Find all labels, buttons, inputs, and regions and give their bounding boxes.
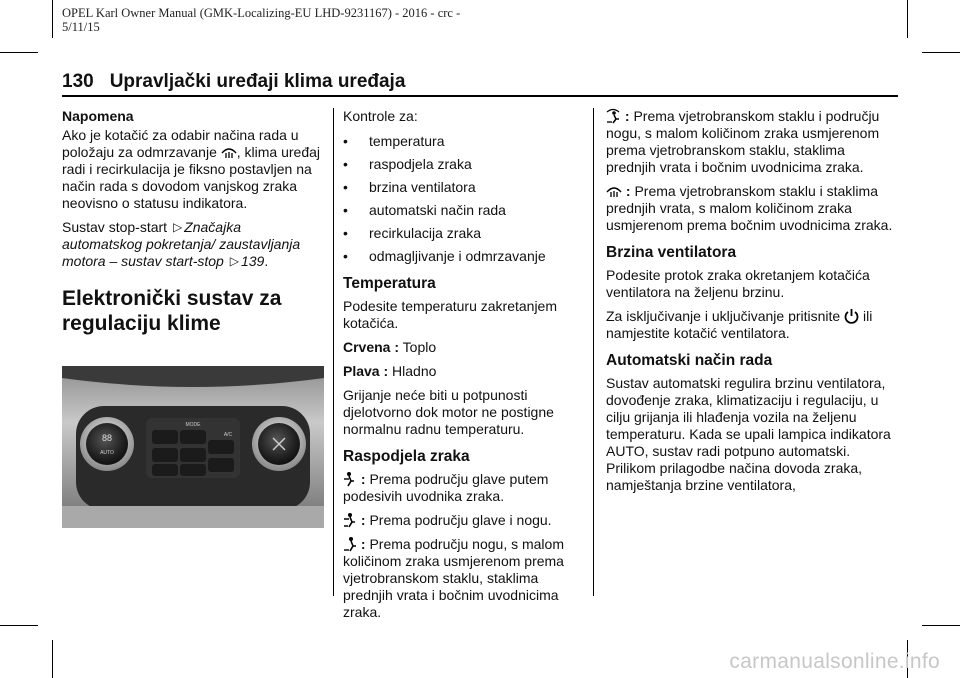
auto-label: AUTO xyxy=(100,450,114,456)
column-divider xyxy=(593,108,594,596)
list-item xyxy=(343,202,583,219)
crop-mark xyxy=(922,625,960,626)
distribution-floor: : Prema području nogu, s malom količinom zraka usmjerenom prema vjetrobranskom staklu, staklima prednjih vrata i bočnim uvodnicima zraka. xyxy=(343,536,564,620)
power-icon xyxy=(844,308,859,324)
doc-title-line: OPEL Karl Owner Manual (GMK-Localizing-EU LHD-9231167) - 2016 - crc - xyxy=(62,6,461,20)
stopstart-page[interactable]: 139 xyxy=(240,253,265,269)
crop-mark xyxy=(907,0,908,38)
controls-list xyxy=(343,133,583,265)
defrost-icon xyxy=(221,144,237,160)
mode-label: MODE xyxy=(185,422,201,428)
fan-power-text-b: ili namjestite kotačić ventilatora. xyxy=(606,308,873,341)
distribution-heading: Raspodjela zraka xyxy=(343,448,470,465)
bilevel-mode-icon xyxy=(343,512,357,528)
bullet: • xyxy=(343,179,348,195)
temperature-heading: Temperatura xyxy=(343,275,436,292)
list-item-text: recirkulacija zraka xyxy=(369,225,482,241)
distribution-vent: : Prema području glave putem podesivih uvodnika zraka. xyxy=(343,471,549,504)
list-item xyxy=(343,179,583,196)
blue-row xyxy=(343,363,583,380)
bullet: • xyxy=(343,156,348,172)
controls-intro: Kontrole za: xyxy=(343,108,418,124)
distribution-bilevel-text: Prema području glave i nogu. xyxy=(369,512,552,528)
bullet: • xyxy=(343,225,348,241)
header-rule xyxy=(62,95,898,97)
section-heading: Elektronički sustav za regulaciju klime xyxy=(62,287,282,335)
vent-mode-icon xyxy=(343,471,357,487)
bullet: • xyxy=(343,202,348,218)
reference-arrow-icon: ▷ xyxy=(229,254,239,268)
page-number: 130 xyxy=(62,71,94,92)
column-1 xyxy=(62,108,324,528)
list-item-text: automatski način rada xyxy=(369,202,506,218)
crop-mark xyxy=(0,625,38,626)
column-divider xyxy=(333,108,334,596)
bullet: • xyxy=(343,133,348,149)
temp-display: 88 xyxy=(101,433,113,443)
crop-mark xyxy=(0,52,38,53)
watermark: carmanualsonline.info xyxy=(729,650,940,673)
defrost-icon xyxy=(606,183,622,199)
blue-value: Hladno xyxy=(392,363,437,379)
document-header xyxy=(62,6,460,34)
distribution-vent-text: Prema području glave putem podesivih uvodnika zraka. xyxy=(343,471,549,504)
floor-defrost-mode-icon xyxy=(606,108,621,124)
bullet: • xyxy=(343,248,348,264)
red-label: Crvena : xyxy=(343,339,400,355)
heating-note: Grijanje neće biti u potpunosti djelotvorno dok motor ne postigne normalnu radnu temperaturu. xyxy=(343,387,554,437)
temperature-text: Podesite temperaturu zakretanjem kotačića. xyxy=(343,298,557,331)
note-text-a: Ako je kotačić za odabir načina rada u položaju za odmrzavanje xyxy=(62,127,299,160)
distribution-floor-defrost-text: Prema vjetrobranskom staklu i području nogu, s malom količinom zraka usmjerenom prema vjetrobranskom staklu, staklima prednjih vrata i bočnim uvodnicima zraka. xyxy=(606,108,880,175)
crop-mark xyxy=(922,52,960,53)
doc-date-line: 5/11/15 xyxy=(62,20,100,34)
fan-power-text xyxy=(606,308,898,342)
list-item-text: brzina ventilatora xyxy=(369,179,476,195)
page-header xyxy=(62,71,405,93)
distribution-bilevel: : Prema području glave i nogu. xyxy=(343,512,583,529)
distribution-defrost-text: Prema vjetrobranskom staklu i staklima prednjih vrata, s malom količinom zraka usmjerenom prema bočnim uvodnicima zraka. xyxy=(606,183,893,233)
floor-mode-icon xyxy=(343,536,357,552)
distribution-floor-defrost: : Prema vjetrobranskom staklu i području nogu, s malom količinom zraka usmjerenom prema vjetrobranskom staklu, staklima prednjih vrata i bočnim uvodnicima zraka. xyxy=(606,108,880,175)
note-title: Napomena xyxy=(62,108,134,124)
list-item xyxy=(343,133,583,150)
crop-mark xyxy=(52,640,53,678)
distribution-floor-text: Prema području nogu, s malom količinom zraka usmjerenom prema vjetrobranskom staklu, staklima prednjih vrata i bočnim uvodnicima zraka. xyxy=(343,536,564,620)
fan-heading: Brzina ventilatora xyxy=(606,244,737,261)
stopstart-text: Sustav stop-start xyxy=(62,219,168,235)
list-item xyxy=(343,248,583,265)
reference-arrow-icon: ▷ xyxy=(172,220,183,234)
red-value: Toplo xyxy=(402,339,437,355)
fan-text: Podesite protok zraka okretanjem kotačića ventilatora na željenu brzinu. xyxy=(606,267,870,300)
climate-control-panel-image xyxy=(62,366,324,528)
note-text xyxy=(62,127,324,212)
auto-text: Sustav automatski regulira brzinu ventilatora, dovođenje zraka, klimatizaciju i regulaciju, u cilju grijanja ili hlađenja vozila na željenu temperaturu. Kada se upali lampica indikatora AUTO, sustav radi potpuno automatski. Prilikom prilagodbe načina dovoda zraka, namještanja brzine ventilatora, xyxy=(606,375,891,493)
list-item xyxy=(343,225,583,242)
stopstart-paragraph: Sustav stop-start ▷ Značajka automatskog pokretanja/ zaustavljanja motora – sustav start-stop ▷ 139. xyxy=(62,219,301,269)
note-text-b: , klima uređaj radi i recirkulacija je fiksno postavljen na način rada s dovodom vanjskog zraka neovisno o statusu indikatora. xyxy=(62,144,321,211)
list-item xyxy=(343,156,583,173)
crop-mark xyxy=(52,0,53,38)
red-row xyxy=(343,339,583,356)
ac-label: A/C xyxy=(223,432,233,438)
stopstart-ref[interactable]: Značajka automatskog pokretanja/ zaustavljanja motora – sustav start-stop xyxy=(62,219,301,269)
list-item-text: odmagljivanje i odmrzavanje xyxy=(369,248,546,264)
fan-power-text-a: Za isključivanje i uključivanje pritisnite xyxy=(606,308,841,324)
list-item-text: temperatura xyxy=(369,133,445,149)
auto-heading: Automatski način rada xyxy=(606,352,773,369)
blue-label: Plava : xyxy=(343,363,389,379)
list-item-text: raspodjela zraka xyxy=(369,156,472,172)
column-2 xyxy=(343,108,583,628)
column-3 xyxy=(606,108,898,501)
section-title: Upravljački uređaji klima uređaja xyxy=(109,71,406,92)
distribution-defrost: : Prema vjetrobranskom staklu i staklima prednjih vrata, s malom količinom zraka usmjerenom prema bočnim uvodnicima zraka. xyxy=(606,183,893,233)
